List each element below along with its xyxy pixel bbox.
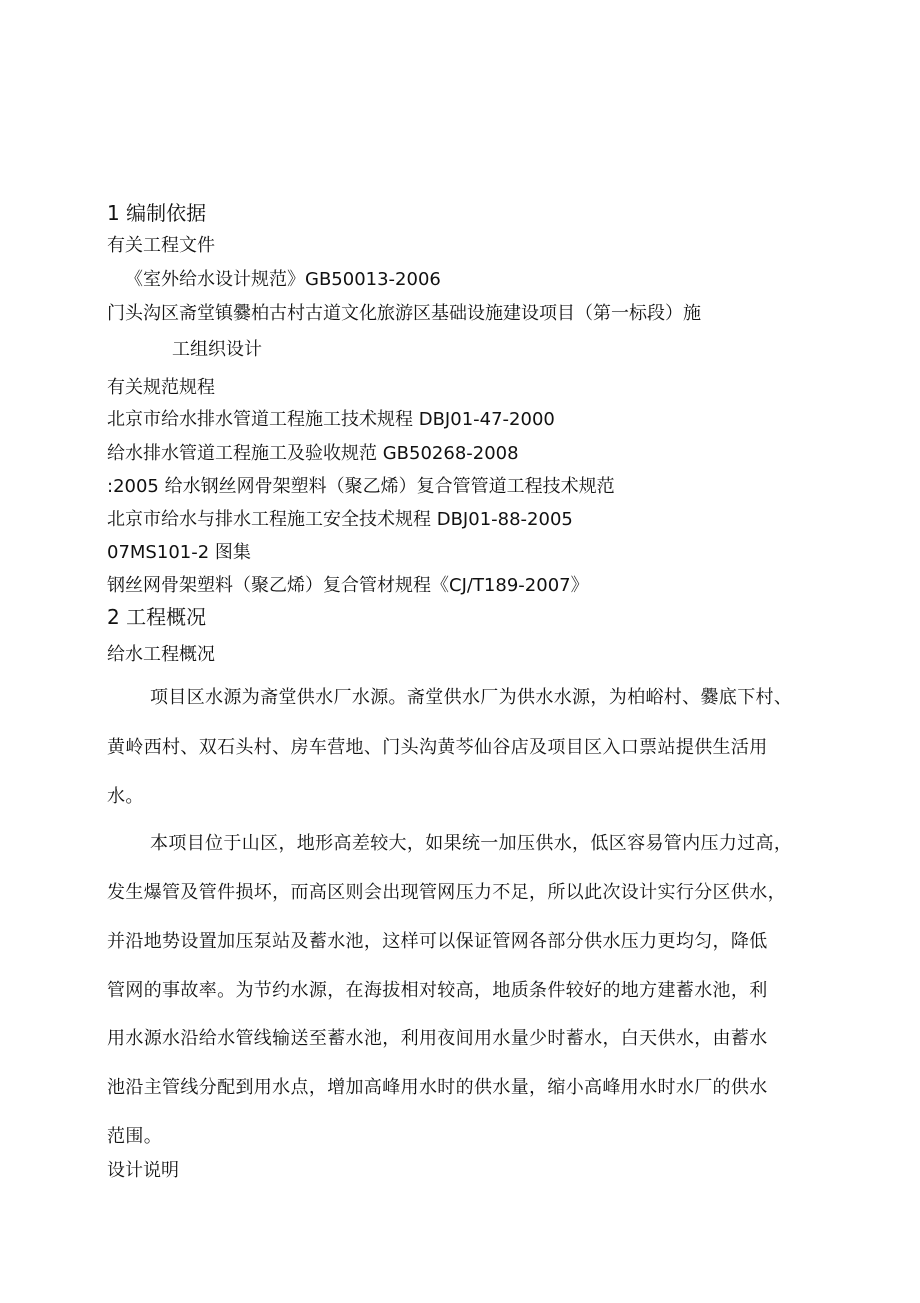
section-1-heading: 1 编制依据 bbox=[107, 201, 207, 225]
spec-item-4: 北京市给水与排水工程施工安全技术规程 DBJ01-88-2005 bbox=[107, 509, 573, 530]
spec-item-1: 北京市给水排水管道工程施工技术规程 DBJ01-47-2000 bbox=[107, 409, 555, 430]
paragraph-2-line-5: 用水源水沿给水管线输送至蓄水池，利用夜间用水量少时蓄水，白天供水，由蓄水 bbox=[107, 1028, 768, 1049]
section-2-heading: 2 工程概况 bbox=[107, 605, 207, 629]
paragraph-2-line-1: 本项目位于山区，地形高差较大，如果统一加压供水，低区容易管内压力过高， bbox=[150, 833, 793, 854]
paragraph-2-line-3: 并沿地势设置加压泵站及蓄水池，这样可以保证管网各部分供水压力更均匀，降低 bbox=[107, 931, 768, 952]
paragraph-2-line-4: 管网的事故率。为节约水源，在海拔相对较高，地质条件较好的地方建蓄水池，利 bbox=[107, 980, 768, 1001]
doc-item-2-continuation: 工组织设计 bbox=[172, 339, 262, 360]
doc-item-2: 门头沟区斋堂镇爨柏古村古道文化旅游区基础设施建设项目（第一标段）施 bbox=[107, 303, 701, 324]
spec-item-5: 07MS101-2 图集 bbox=[107, 542, 251, 563]
doc-item-1: 《室外给水设计规范》GB50013-2006 bbox=[125, 269, 441, 290]
subsection-related-specs: 有关规范规程 bbox=[107, 377, 215, 398]
subsection-related-documents: 有关工程文件 bbox=[107, 235, 215, 256]
subsection-design-notes: 设计说明 bbox=[107, 1160, 179, 1181]
paragraph-1-line-1: 项目区水源为斋堂供水厂水源。斋堂供水厂为供水水源，为柏峪村、爨底下村、 bbox=[150, 687, 793, 708]
paragraph-1-line-3: 水。 bbox=[107, 786, 144, 807]
spec-item-2: 给水排水管道工程施工及验收规范 GB50268-2008 bbox=[107, 443, 519, 464]
paragraph-2-line-6: 池沿主管线分配到用水点，增加高峰用水时的供水量，缩小高峰用水时水厂的供水 bbox=[107, 1077, 768, 1098]
spec-item-6: 钢丝网骨架塑料（聚乙烯）复合管材规程《CJ/T189-2007》 bbox=[107, 575, 589, 596]
paragraph-2-line-7: 范围。 bbox=[107, 1126, 163, 1147]
subsection-water-supply-overview: 给水工程概况 bbox=[107, 644, 215, 665]
spec-item-3: :2005 给水钢丝网骨架塑料（聚乙烯）复合管管道工程技术规范 bbox=[107, 476, 615, 497]
paragraph-1-line-2: 黄岭西村、双石头村、房车营地、门头沟黄芩仙谷店及项目区入口票站提供生活用 bbox=[107, 737, 768, 758]
paragraph-2-line-2: 发生爆管及管件损坏，而高区则会出现管网压力不足，所以此次设计实行分区供水， bbox=[107, 882, 786, 903]
